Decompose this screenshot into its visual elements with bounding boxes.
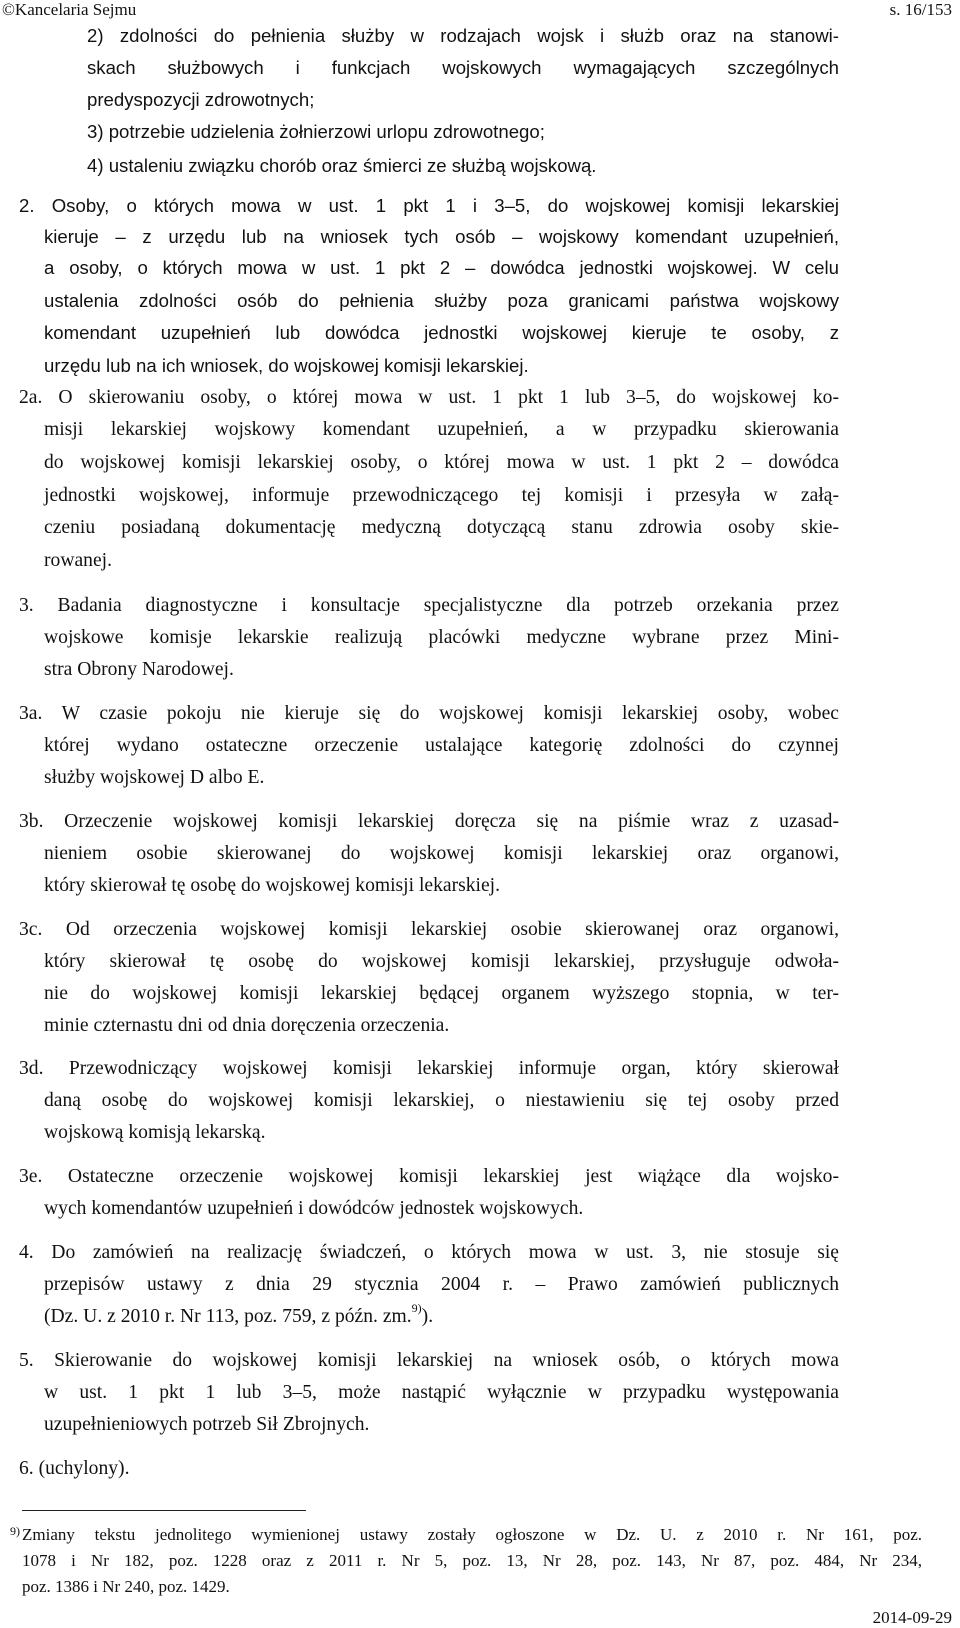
item-2-line-3: predyspozycji zdrowotnych; bbox=[87, 89, 315, 110]
para-3b-line-3: który skierował tę osobę do wojskowej komisji lekarskiej. bbox=[44, 875, 501, 896]
para-2a-line-3: do wojskowej komisji lekarskiej osoby, o której mowa w ust. 1 pkt 2 – dowódca bbox=[44, 452, 839, 473]
para-3e-line-2: wych komendantów uzupełnień i dowódców jednostek wojskowych. bbox=[44, 1198, 584, 1219]
para-5-line-1: 5. Skierowanie do wojskowej komisji lekarskiej na wniosek osób, o których mowa bbox=[19, 1350, 839, 1371]
footnote-marker: 9) bbox=[10, 1524, 20, 1538]
footnote-line-1: Zmiany tekstu jednolitego wymienionej ustawy zostały ogłoszone w Dz. U. z 2010 r. Nr 161, poz. bbox=[22, 1525, 922, 1544]
para-3-line-2: wojskowe komisje lekarskie realizują placówki medyczne wybrane przez Mini- bbox=[44, 627, 839, 648]
header-copyright: ©Kancelaria Sejmu bbox=[2, 0, 137, 19]
para-2a-line-6: rowanej. bbox=[44, 550, 113, 571]
para-3d-line-2: daną osobę do wojskowej komisji lekarskiej, o niestawieniu się tej osoby przed bbox=[44, 1090, 839, 1111]
footnote bbox=[10, 1522, 922, 1600]
para-6: 6. (uchylony). bbox=[19, 1458, 130, 1479]
para-3d-line-1: 3d. Przewodniczący wojskowej komisji lekarskiej informuje organ, który skierował bbox=[19, 1058, 839, 1079]
para-3d-line-3: wojskową komisją lekarską. bbox=[44, 1122, 266, 1143]
footnote-ref-9: 9) bbox=[411, 1301, 422, 1316]
para-3-line-3: stra Obrony Narodowej. bbox=[44, 659, 234, 680]
para-5-line-2: w ust. 1 pkt 1 lub 3–5, może nastąpić wyłącznie w przypadku występowania bbox=[44, 1382, 839, 1403]
para-4-line-3-text: (Dz. U. z 2010 r. Nr 113, poz. 759, z późn. zm. bbox=[44, 1306, 412, 1327]
para-4-line-3 bbox=[44, 1301, 433, 1334]
para-3a-line-1: 3a. W czasie pokoju nie kieruje się do wojskowej komisji lekarskiej osoby, wobec bbox=[19, 703, 839, 724]
item-2-line-2: skach służbowych i funkcjach wojskowych wymagających szczególnych bbox=[87, 57, 839, 78]
para-2a-line-2: misji lekarskiej wojskowy komendant uzupełnień, a w przypadku skierowania bbox=[44, 419, 839, 440]
para-3a-line-2: której wydano ostateczne orzeczenie ustalające kategorię zdolności do czynnej bbox=[44, 735, 839, 756]
para-2-line-3: a osoby, o których mowa w ust. 1 pkt 2 – dowódca jednostki wojskowej. W celu bbox=[44, 257, 839, 278]
para-2-line-2: kieruje – z urzędu lub na wniosek tych osób – wojskowy komendant uzupełnień, bbox=[44, 226, 839, 247]
para-3c-line-2: który skierował tę osobę do wojskowej komisji lekarskiej, przysługuje odwoła- bbox=[44, 951, 839, 972]
document-date: 2014-09-29 bbox=[872, 1608, 952, 1627]
para-3a-line-3: służby wojskowej D albo E. bbox=[44, 767, 265, 788]
footnote-separator bbox=[22, 1510, 306, 1511]
para-2-line-4: ustalenia zdolności osób do pełnienia służby poza granicami państwa wojskowy bbox=[44, 290, 839, 311]
item-4: 4) ustaleniu związku chorób oraz śmierci ze służbą wojskową. bbox=[87, 155, 597, 176]
para-4-line-2: przepisów ustawy z dnia 29 stycznia 2004 r. – Prawo zamówień publicznych bbox=[44, 1274, 839, 1295]
para-2a-line-1: 2a. O skierowaniu osoby, o której mowa w ust. 1 pkt 1 lub 3–5, do wojskowej ko- bbox=[19, 387, 839, 408]
para-2a-line-4: jednostki wojskowej, informuje przewodniczącego tej komisji i przesyła w załą- bbox=[44, 485, 839, 506]
para-2a-line-5: czeniu posiadaną dokumentację medyczną dotyczącą stanu zdrowia osoby skie- bbox=[44, 517, 839, 538]
para-4-line-3-end: ). bbox=[421, 1306, 434, 1327]
page-number: s. 16/153 bbox=[889, 0, 952, 19]
para-2-line-1: 2. Osoby, o których mowa w ust. 1 pkt 1 i 3–5, do wojskowej komisji lekarskiej bbox=[19, 195, 839, 216]
para-5-line-3: uzupełnieniowych potrzeb Sił Zbrojnych. bbox=[44, 1414, 370, 1435]
para-3b-line-1: 3b. Orzeczenie wojskowej komisji lekarskiej doręcza się na piśmie wraz z uzasad- bbox=[19, 811, 839, 832]
para-3e-line-1: 3e. Ostateczne orzeczenie wojskowej komisji lekarskiej jest wiążące dla wojsko- bbox=[19, 1166, 839, 1187]
para-3c-line-4: minie czternastu dni od dnia doręczenia orzeczenia. bbox=[44, 1015, 450, 1036]
item-3: 3) potrzebie udzielenia żołnierzowi urlopu zdrowotnego; bbox=[87, 121, 545, 142]
para-3c-line-3: nie do wojskowej komisji lekarskiej będącej organem wyższego stopnia, w ter- bbox=[44, 983, 839, 1004]
para-2-line-5: komendant uzupełnień lub dowódca jednostki wojskowej kieruje te osoby, z bbox=[44, 322, 839, 343]
para-3b-line-2: nieniem osobie skierowanej do wojskowej komisji lekarskiej oraz organowi, bbox=[44, 843, 839, 864]
para-3-line-1: 3. Badania diagnostyczne i konsultacje specjalistyczne dla potrzeb orzekania przez bbox=[19, 595, 839, 616]
para-4-line-1: 4. Do zamówień na realizację świadczeń, o których mowa w ust. 3, nie stosuje się bbox=[19, 1242, 839, 1263]
para-3c-line-1: 3c. Od orzeczenia wojskowej komisji lekarskiej osobie skierowanej oraz organowi, bbox=[19, 919, 839, 940]
item-2-line-1: 2) zdolności do pełnienia służby w rodzajach wojsk i służb oraz na stanowi- bbox=[87, 25, 839, 46]
footnote-line-2: 1078 i Nr 182, poz. 1228 oraz z 2011 r. Nr 5, poz. 13, Nr 28, poz. 143, Nr 87, poz. 484, Nr 234, bbox=[22, 1551, 922, 1570]
para-2-line-6: urzędu lub na ich wniosek, do wojskowej komisji lekarskiej. bbox=[44, 355, 529, 376]
footnote-line-3: poz. 1386 i Nr 240, poz. 1429. bbox=[22, 1577, 230, 1596]
